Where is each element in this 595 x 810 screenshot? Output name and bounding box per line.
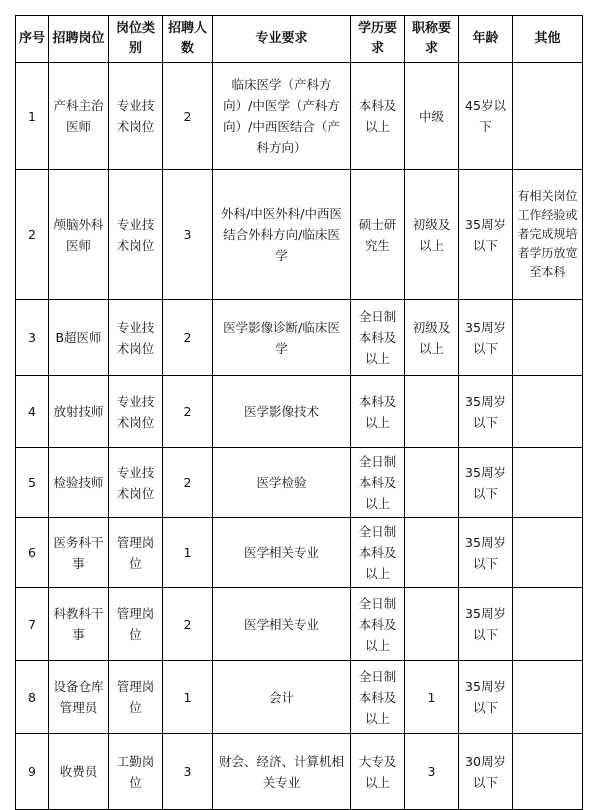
table-row	[16, 661, 583, 734]
table-row	[16, 376, 583, 448]
header-title: 职称要求	[405, 16, 459, 63]
cell-position: B超医师	[49, 300, 109, 376]
cell-education: 本科及以上	[351, 376, 405, 448]
header-education: 学历要求	[351, 16, 405, 63]
cell-no: 6	[16, 518, 49, 588]
cell-title: 1	[405, 661, 459, 734]
table-row	[16, 448, 583, 518]
cell-major: 财会、经济、计算机相关专业	[213, 734, 351, 810]
cell-title	[405, 448, 459, 518]
cell-count: 2	[163, 588, 213, 661]
cell-no: 7	[16, 588, 49, 661]
table-row	[16, 588, 583, 661]
cell-major: 临床医学（产科方向）/中医学（产科方向）/中西医结合（产科方向）	[213, 63, 351, 170]
cell-age: 35周岁以下	[459, 376, 513, 448]
cell-age: 35周岁以下	[459, 448, 513, 518]
cell-title: 初级及以上	[405, 170, 459, 300]
table-row	[16, 734, 583, 810]
cell-title: 中级	[405, 63, 459, 170]
cell-category: 工勤岗位	[109, 734, 163, 810]
cell-education: 全日制本科及以上	[351, 300, 405, 376]
cell-count: 1	[163, 518, 213, 588]
cell-no: 8	[16, 661, 49, 734]
cell-position: 检验技师	[49, 448, 109, 518]
cell-position: 医务科干事	[49, 518, 109, 588]
header-age: 年龄	[459, 16, 513, 63]
cell-age: 35周岁以下	[459, 518, 513, 588]
recruitment-table	[15, 15, 583, 810]
cell-no: 2	[16, 170, 49, 300]
cell-position: 科教科干事	[49, 588, 109, 661]
cell-category: 管理岗位	[109, 661, 163, 734]
table-row	[16, 300, 583, 376]
cell-education: 全日制本科及以上	[351, 448, 405, 518]
cell-other	[513, 63, 583, 170]
cell-title	[405, 376, 459, 448]
cell-no: 1	[16, 63, 49, 170]
cell-position: 颅脑外科医师	[49, 170, 109, 300]
cell-title	[405, 518, 459, 588]
cell-major: 医学相关专业	[213, 588, 351, 661]
cell-education: 全日制本科及以上	[351, 661, 405, 734]
table-row	[16, 170, 583, 300]
cell-age: 35周岁以下	[459, 588, 513, 661]
header-category: 岗位类别	[109, 16, 163, 63]
cell-category: 专业技术岗位	[109, 170, 163, 300]
cell-count: 2	[163, 376, 213, 448]
cell-title: 初级及以上	[405, 300, 459, 376]
cell-count: 2	[163, 300, 213, 376]
header-row	[16, 16, 583, 63]
cell-category: 专业技术岗位	[109, 63, 163, 170]
cell-other	[513, 300, 583, 376]
header-count: 招聘人数	[163, 16, 213, 63]
cell-other	[513, 518, 583, 588]
cell-count: 2	[163, 448, 213, 518]
cell-category: 专业技术岗位	[109, 448, 163, 518]
cell-major: 医学影像诊断/临床医学	[213, 300, 351, 376]
cell-education: 全日制本科及以上	[351, 518, 405, 588]
cell-count: 3	[163, 734, 213, 810]
cell-position: 收费员	[49, 734, 109, 810]
cell-count: 3	[163, 170, 213, 300]
cell-title: 3	[405, 734, 459, 810]
cell-position: 产科主治医师	[49, 63, 109, 170]
cell-major: 会计	[213, 661, 351, 734]
cell-other: 有相关岗位工作经验或者完成规培者学历放宽至本科	[513, 170, 583, 300]
cell-education: 全日制本科及以上	[351, 588, 405, 661]
cell-count: 2	[163, 63, 213, 170]
header-position: 招聘岗位	[49, 16, 109, 63]
cell-category: 专业技术岗位	[109, 376, 163, 448]
cell-category: 管理岗位	[109, 588, 163, 661]
cell-no: 4	[16, 376, 49, 448]
cell-no: 9	[16, 734, 49, 810]
cell-age: 35周岁以下	[459, 170, 513, 300]
cell-no: 5	[16, 448, 49, 518]
cell-no: 3	[16, 300, 49, 376]
cell-category: 管理岗位	[109, 518, 163, 588]
cell-other	[513, 448, 583, 518]
header-no: 序号	[16, 16, 49, 63]
cell-education: 大专及以上	[351, 734, 405, 810]
cell-age: 30周岁以下	[459, 734, 513, 810]
cell-age: 45岁以下	[459, 63, 513, 170]
cell-age: 35周岁以下	[459, 300, 513, 376]
cell-count: 1	[163, 661, 213, 734]
cell-category: 专业技术岗位	[109, 300, 163, 376]
cell-other	[513, 588, 583, 661]
cell-other	[513, 376, 583, 448]
cell-position: 放射技师	[49, 376, 109, 448]
cell-other	[513, 734, 583, 810]
header-other: 其他	[513, 16, 583, 63]
cell-title	[405, 588, 459, 661]
table-row	[16, 63, 583, 170]
cell-other	[513, 661, 583, 734]
cell-major: 医学相关专业	[213, 518, 351, 588]
cell-education: 本科及以上	[351, 63, 405, 170]
cell-major: 医学检验	[213, 448, 351, 518]
header-major: 专业要求	[213, 16, 351, 63]
table-row	[16, 518, 583, 588]
cell-position: 设备仓库管理员	[49, 661, 109, 734]
cell-education: 硕士研究生	[351, 170, 405, 300]
cell-major: 医学影像技术	[213, 376, 351, 448]
cell-major: 外科/中医外科/中西医结合外科方向/临床医学	[213, 170, 351, 300]
cell-age: 35周岁以下	[459, 661, 513, 734]
